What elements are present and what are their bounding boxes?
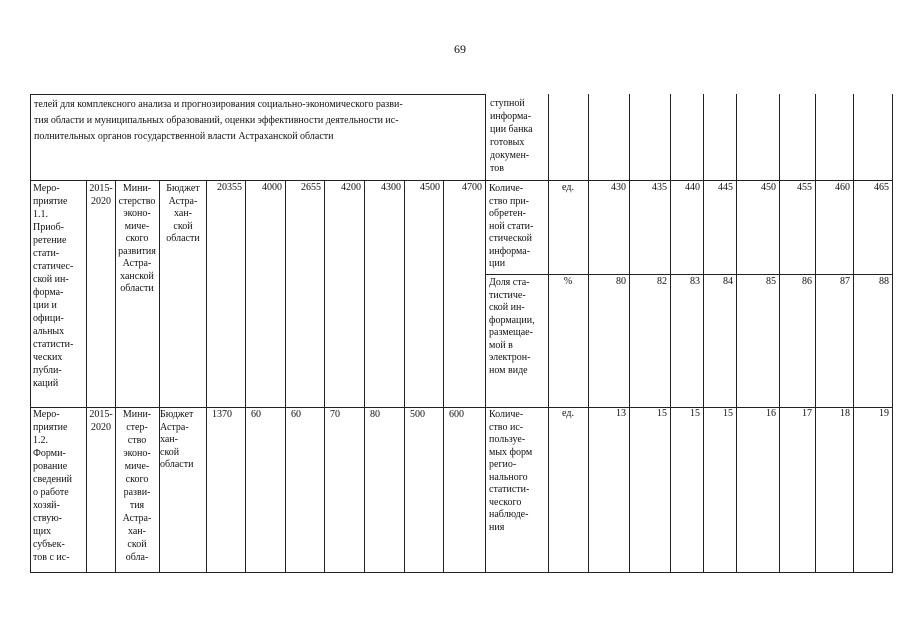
value-cell: 445: [718, 182, 733, 193]
event-executor: миче-: [124, 220, 150, 232]
indicator-text: регио-: [489, 459, 517, 470]
event-name: хозяй-: [33, 500, 60, 511]
value-cell: 16: [766, 408, 776, 419]
event-executor: Мини-: [122, 183, 152, 194]
event-name: субъек-: [33, 539, 65, 550]
indicator-text: Количе-: [489, 409, 524, 420]
event-executor: стерство: [118, 195, 156, 207]
amount-cell: 60: [291, 409, 301, 420]
event-executor: ской: [127, 539, 147, 550]
grid-vline: [404, 180, 405, 572]
header-text: телей для комплексного анализа и прогнозирования социально-экономического разви-: [34, 99, 403, 110]
event-name: ретение: [33, 235, 67, 246]
grid-vline: [364, 180, 365, 572]
grid-vline: [853, 94, 854, 572]
header-indicator-text: докумен-: [490, 150, 530, 161]
value-cell: 465: [874, 182, 889, 193]
event-name: ской ин-: [33, 274, 69, 285]
indicator-text: обретен-: [489, 208, 527, 219]
value-cell: 430: [611, 182, 626, 193]
event-period: 2020: [91, 422, 111, 433]
grid-top-border: [30, 94, 485, 95]
event-executor: развития: [118, 245, 156, 257]
event-source: области: [160, 459, 194, 470]
event-name: Меро-: [33, 183, 60, 194]
grid-vline: [206, 180, 207, 572]
grid-row-line: [485, 274, 893, 275]
value-cell: 450: [761, 182, 776, 193]
grid-indicator-left: [485, 94, 486, 572]
amount-cell: 4200: [341, 182, 361, 193]
unit-cell: ед.: [562, 182, 574, 193]
amount-cell: 600: [449, 409, 464, 420]
page-number: 69: [454, 42, 466, 56]
indicator-text: ческого: [489, 496, 522, 508]
value-cell: 440: [685, 182, 700, 193]
event-executor: эконо-: [123, 448, 151, 459]
event-executor: стер-: [126, 422, 148, 433]
event-executor: обла-: [125, 552, 149, 563]
grid-vline: [703, 94, 704, 572]
amount-cell: 4300: [381, 182, 401, 193]
event-source: области: [166, 233, 200, 244]
event-source: Бюджет: [160, 409, 194, 420]
value-cell: 84: [723, 276, 733, 287]
grid-vline: [86, 180, 87, 572]
amount-cell: 4000: [262, 182, 282, 193]
event-name: 1.2.: [33, 435, 48, 446]
value-cell: 88: [879, 276, 889, 287]
event-name: статичес-: [33, 261, 74, 272]
amount-cell: 60: [251, 409, 261, 420]
indicator-text: ции: [489, 258, 506, 269]
grid-vline: [443, 180, 444, 572]
value-cell: 85: [766, 276, 776, 287]
event-source: ской: [160, 446, 180, 458]
grid-vline: [548, 94, 549, 572]
event-executor: миче-: [124, 461, 150, 472]
event-executor: ского: [125, 233, 149, 244]
event-name: альных: [33, 326, 65, 337]
event-executor: ство: [127, 435, 147, 446]
value-cell: 15: [657, 408, 667, 419]
indicator-text: наблюде-: [489, 509, 529, 520]
amount-cell: 4700: [462, 182, 482, 193]
indicator-text: информа-: [489, 245, 531, 257]
indicator-text: ния: [489, 521, 505, 533]
event-executor: тия: [129, 500, 145, 511]
event-name: Форми-: [33, 448, 66, 459]
event-executor: Астра-: [122, 513, 152, 524]
header-indicator-text: ступной: [490, 98, 525, 109]
value-cell: 18: [840, 408, 850, 419]
amount-cell: 70: [330, 409, 340, 420]
event-executor: ханской: [120, 270, 154, 282]
indicator-text: Количе-: [489, 183, 524, 194]
event-source: Бюджет: [166, 183, 200, 194]
indicator-text: размещае-: [489, 327, 533, 338]
value-cell: 455: [797, 182, 812, 193]
value-cell: 435: [652, 182, 667, 193]
header-indicator-text: информа-: [490, 111, 532, 122]
event-name: офици-: [33, 313, 64, 324]
value-cell: 19: [879, 408, 889, 419]
event-period: 2020: [91, 196, 111, 207]
value-cell: 460: [835, 182, 850, 193]
event-name: приятие: [33, 422, 68, 433]
grid-vline: [285, 180, 286, 572]
unit-cell: %: [563, 276, 573, 287]
grid-vline: [588, 94, 589, 572]
event-executor: эконо-: [123, 208, 151, 219]
grid-bottom-border: [30, 572, 893, 573]
value-cell: 83: [690, 276, 700, 287]
event-name: сведений: [33, 474, 72, 485]
indicator-text: ской ин-: [489, 302, 525, 313]
indicator-text: пользуе-: [489, 434, 526, 445]
indicator-text: электрон-: [489, 352, 531, 363]
indicator-text: мых форм: [489, 446, 533, 458]
event-executor: разви-: [123, 487, 151, 498]
value-cell: 15: [690, 408, 700, 419]
header-text: тия области и муниципальных образований, оценки эффективности деятельности ис-: [34, 115, 399, 126]
unit-cell: ед.: [562, 408, 574, 419]
event-source: хан-: [174, 208, 192, 219]
event-name: 1.1.: [33, 209, 48, 220]
event-executor: хан-: [128, 526, 146, 537]
event-name: публи-: [33, 365, 62, 376]
grid-vline: [629, 94, 630, 572]
grid-vline: [779, 94, 780, 572]
value-cell: 13: [616, 408, 626, 419]
indicator-text: ство при-: [489, 195, 529, 207]
event-name: ствую-: [33, 513, 62, 524]
grid-vline: [670, 94, 671, 572]
amount-cell: 2655: [301, 182, 321, 193]
grid-left-border: [30, 94, 31, 572]
grid-vline: [736, 94, 737, 572]
event-executor: ского: [125, 474, 149, 485]
header-indicator-text: ции банка: [490, 124, 533, 135]
indicator-text: ном виде: [489, 364, 528, 376]
grid-vline: [324, 180, 325, 572]
event-name: ческих: [33, 352, 63, 363]
amount-cell: 500: [410, 409, 425, 420]
value-cell: 87: [840, 276, 850, 287]
value-cell: 82: [657, 276, 667, 287]
event-name: рование: [33, 461, 68, 472]
event-source: Астра-: [168, 195, 198, 207]
event-executor: области: [120, 283, 154, 294]
event-executor: Мини-: [122, 409, 152, 420]
indicator-text: тистиче-: [489, 289, 526, 301]
event-period: 2015-: [89, 409, 113, 420]
indicator-text: Доля ста-: [489, 277, 530, 288]
indicator-text: стической: [489, 233, 533, 244]
value-cell: 86: [802, 276, 812, 287]
indicator-text: статисти-: [489, 484, 530, 495]
event-source: Астра-: [160, 421, 189, 433]
event-name: статисти-: [33, 339, 74, 350]
amount-cell: 1370: [212, 409, 232, 420]
amount-cell: 80: [370, 409, 380, 420]
event-name: ции и: [33, 300, 57, 311]
header-text: полнительных органов государственной власти Астраханской области: [34, 131, 334, 142]
indicator-text: мой в: [489, 339, 513, 351]
amount-cell: 4500: [420, 182, 440, 193]
indicator-text: ство ис-: [489, 421, 524, 433]
event-period: 2015-: [89, 183, 113, 194]
grid-vline: [892, 94, 893, 572]
indicator-text: ной стати-: [489, 220, 534, 232]
event-source: хан-: [160, 434, 178, 445]
event-name: Меро-: [33, 409, 60, 420]
event-source: ской: [173, 220, 193, 232]
event-name: каций: [33, 378, 59, 389]
value-cell: 17: [802, 408, 812, 419]
grid-vline: [815, 94, 816, 572]
indicator-text: нального: [489, 471, 528, 483]
event-name: стати-: [33, 248, 60, 259]
header-indicator-text: готовых: [490, 137, 525, 148]
event-name: тов с ис-: [33, 552, 70, 563]
event-name: форма-: [33, 287, 64, 298]
event-name: щих: [33, 526, 52, 537]
event-name: Приоб-: [33, 222, 64, 233]
event-executor: Астра-: [122, 258, 152, 269]
indicator-text: формации,: [489, 314, 535, 326]
event-name: приятие: [33, 196, 68, 207]
value-cell: 15: [723, 408, 733, 419]
grid-vline: [245, 180, 246, 572]
header-indicator-text: тов: [490, 163, 504, 174]
value-cell: 80: [616, 276, 626, 287]
amount-cell: 20355: [217, 182, 242, 193]
event-name: о работе: [33, 487, 69, 498]
